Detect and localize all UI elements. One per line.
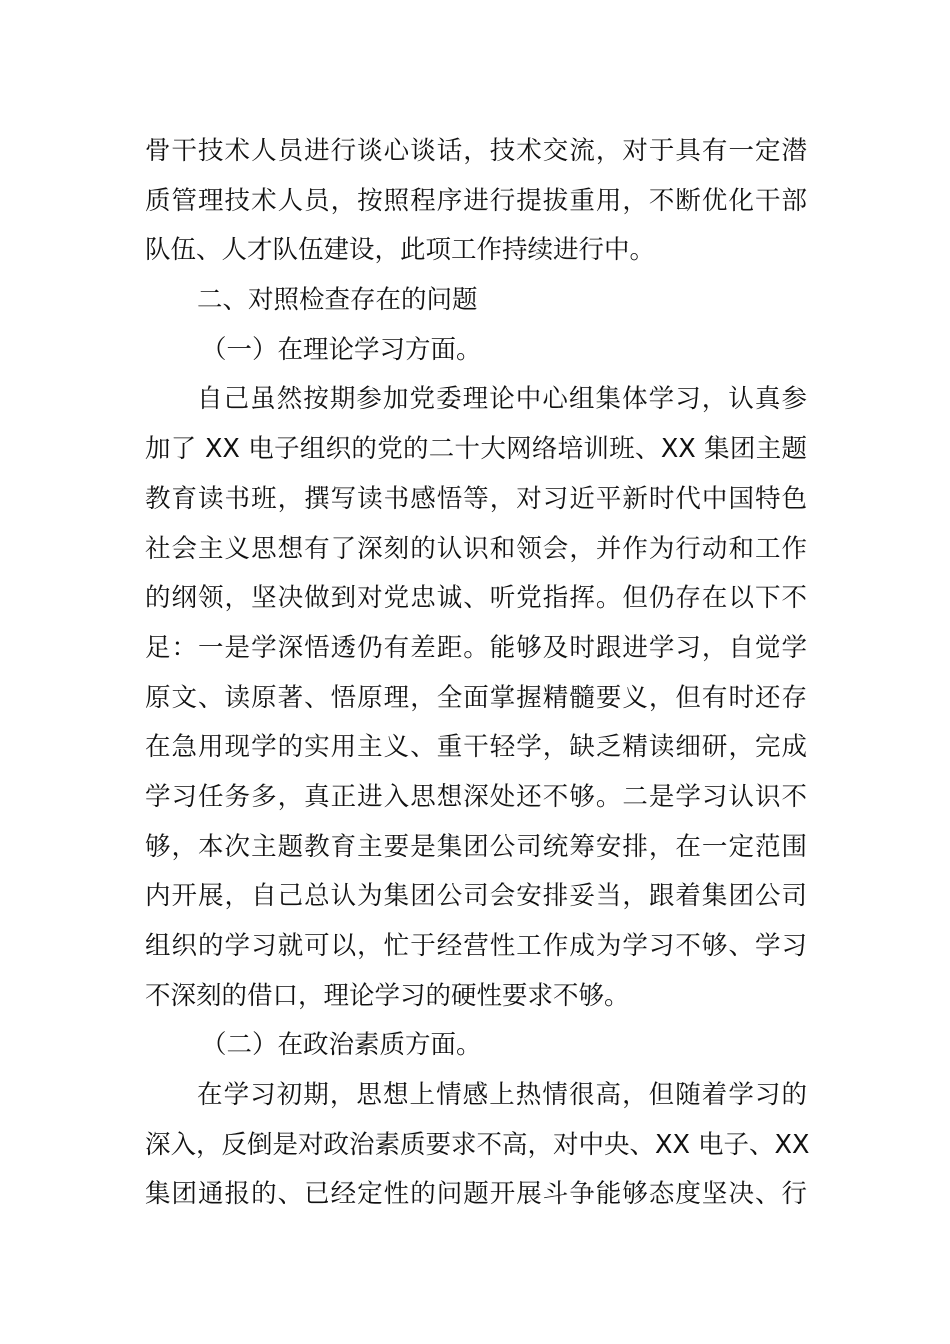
paragraph-line: 的纲领，坚决做到对党忠诚、听党指挥。但仍存在以下不 <box>145 583 807 614</box>
paragraph-line: 原文、读原著、悟原理，全面掌握精髓要义，但有时还存 <box>145 682 807 713</box>
subsection-heading: （一）在理论学习方面。 <box>201 334 482 365</box>
paragraph-line: 骨干技术人员进行谈心谈话，技术交流，对于具有一定潜 <box>145 136 807 166</box>
paragraph-line: 队伍、人才队伍建设，此项工作持续进行中。 <box>145 235 656 266</box>
section-heading: 二、对照检查存在的问题 <box>197 285 478 316</box>
paragraph-line: 够，本次主题教育主要是集团公司统筹安排，在一定范围 <box>145 831 807 862</box>
paragraph-line: 教育读书班，撰写读书感悟等，对习近平新时代中国特色 <box>145 483 807 514</box>
paragraph-line: 组织的学习就可以，忙于经营性工作成为学习不够、学习 <box>145 931 807 961</box>
paragraph-line: 在急用现学的实用主义、重干轻学，缺乏精读细研，完成 <box>145 732 807 763</box>
paragraph-line: 深入，反倒是对政治素质要求不高，对中央、XX 电子、XX <box>145 1129 810 1160</box>
paragraph-line: 社会主义思想有了深刻的认识和领会，并作为行动和工作 <box>145 533 807 564</box>
subsection-heading: （二）在政治素质方面。 <box>201 1030 482 1061</box>
paragraph-line: 加了 XX 电子组织的党的二十大网络培训班、XX 集团主题 <box>145 434 807 465</box>
document-body <box>145 127 810 1220</box>
paragraph-line: 自己虽然按期参加党委理论中心组集体学习，认真参 <box>197 384 807 415</box>
paragraph-line: 质管理技术人员，按照程序进行提拔重用，不断优化干部 <box>145 185 807 216</box>
paragraph-line: 在学习初期，思想上情感上热情很高，但随着学习的 <box>197 1080 807 1111</box>
paragraph-line: 足：一是学深悟透仍有差距。能够及时跟进学习，自觉学 <box>145 632 807 663</box>
paragraph-line: 不深刻的借口，理论学习的硬性要求不够。 <box>145 980 630 1011</box>
paragraph-line: 学习任务多，真正进入思想深处还不够。二是学习认识不 <box>145 781 807 812</box>
paragraph-line: 内开展，自己总认为集团公司会安排妥当，跟着集团公司 <box>145 881 807 912</box>
paragraph-line: 集团通报的、已经定性的问题开展斗争能够态度坚决、行 <box>145 1179 807 1210</box>
